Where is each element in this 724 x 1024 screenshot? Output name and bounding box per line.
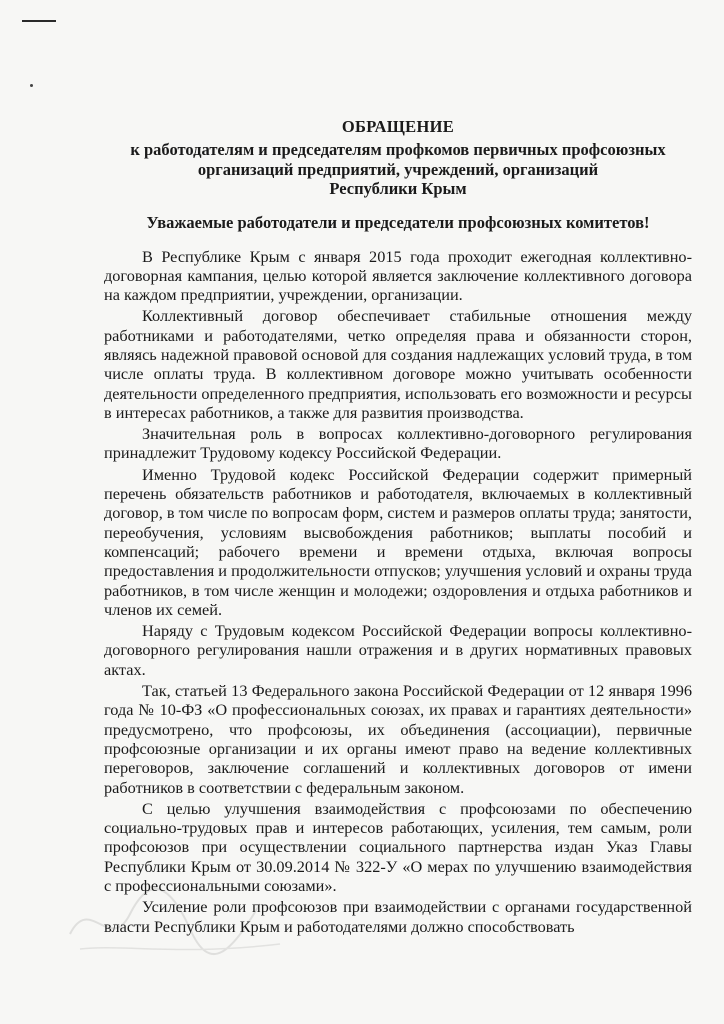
subtitle-line-3: Республики Крым (329, 179, 467, 198)
greeting: Уважаемые работодатели и председатели профсоюзных комитетов! (146, 212, 650, 232)
scan-edge-mark (22, 20, 56, 22)
scan-dot (30, 84, 33, 87)
paragraph-4: Именно Трудовой кодекс Российской Федерации содержит примерный перечень обязательств работников и работодателя, включаемых в коллективный договор, в том числе по вопросам форм, систем и размеров оплаты труда; занятости, переобучения, условиям высвобождения работников; выплаты пособий и компенсаций; рабочего времени и времени отдыха, включая вопросы предоставления и продолжительности отпусков; улучшения условий и охраны труда работников, в том числе женщин и молодежи; оздоровления и отдыха работников и членов их семей. (104, 464, 692, 619)
paragraph-8: Усиление роли профсоюзов при взаимодействии с органами государственной власти Республики Крым и работодателями должно способствовать (104, 897, 692, 936)
document-page (104, 116, 692, 938)
subtitle-line-1: к работодателям и председателям профкомов первичных профсоюзных (130, 140, 666, 159)
paragraph-3: Значительная роль в вопросах коллективно-договорного регулирования принадлежит Трудовому кодексу Российской Федерации. (104, 424, 692, 463)
document-title: ОБРАЩЕНИЕ (341, 117, 455, 136)
subtitle-line-2: организаций предприятий, учреждений, организаций (197, 159, 599, 179)
paragraph-1: В Республике Крым с января 2015 года проходит ежегодная коллективно-договорная кампания, целью которой является заключение коллективного договора на каждом предприятии, учреждении, организации. (104, 246, 692, 305)
paragraph-7: С целью улучшения взаимодействия с профсоюзами по обеспечению социально-трудовых прав и интересов работающих, усиления, тем самым, роли профсоюзов при осуществлении социального партнерства издан Указ Главы Республики Крым от 30.09.2014 № 322-У «О мерах по улучшению взаимодействия с профессиональными союзами». (104, 798, 692, 895)
paragraph-5: Наряду с Трудовым кодексом Российской Федерации вопросы коллективно-договорного регулирования нашли отражения и в других нормативных правовых актах. (104, 621, 692, 679)
paragraph-6: Так, статьей 13 Федерального закона Российской Федерации от 12 января 1996 года № 10-ФЗ «О профессиональных союзах, их правах и гарантиях деятельности» предусмотрено, что профсоюзы, их объединения (ассоциации), первичные профсоюзные организации и их органы имеют право на ведение коллективных переговоров, заключение соглашений и коллективных договоров от имени работников в соответствии с федеральным законом. (104, 681, 692, 797)
paragraph-2: Коллективный договор обеспечивает стабильные отношения между работниками и работодателями, четко определяя права и обязанности сторон, являясь надежной правовой основой для создания надлежащих условий труда, в том числе оплаты труда. В коллективном договоре можно учитывать особенности деятельности определенного предприятия, использовать его возможности и ресурсы в интересах работников, а также для развития производства. (104, 306, 692, 422)
